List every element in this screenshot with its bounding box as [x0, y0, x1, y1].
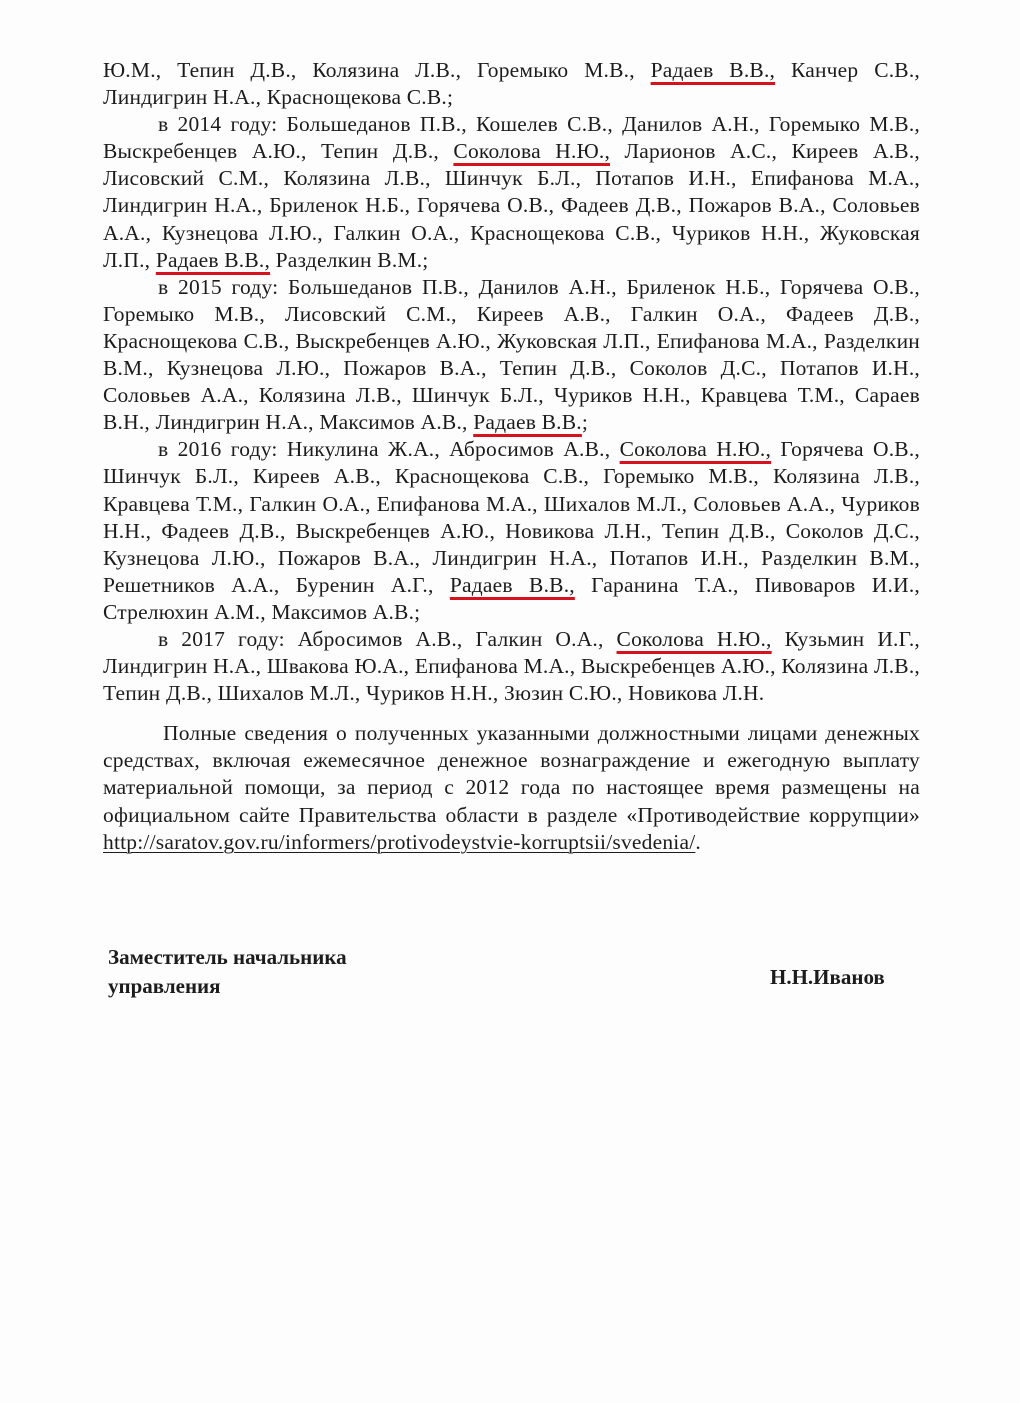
- paragraph-2017: [103, 626, 920, 707]
- intro-text-a: Ю.М., Тепин Д.В., Колязина Л.В., Горемыко М.В.,: [103, 58, 651, 82]
- year-2017-text-b: Кузьмин И.Г., Линдигрин Н.А., Швакова Ю.А., Епифанова М.А., Выскребенцев А.Ю., Колязина Л.В., Тепин Д.В., Шихалов М.Л., Чуриков Н.Н., Зюзин С.Ю., Новикова Л.Н.: [103, 626, 920, 706]
- paragraph-2016: [103, 436, 920, 626]
- intro-text-b: Канчер С.В., Линдигрин Н.А., Краснощекова С.В.;: [103, 58, 920, 110]
- paragraph-2015: [103, 274, 920, 437]
- red-underlined-name: Радаев В.В.,: [449, 572, 575, 597]
- year-2017-text-a: в 2017 году: Абросимов А.В., Галкин О.А.,: [158, 626, 617, 651]
- year-2014-text-b: Ларионов А.С., Киреев А.В., Лисовский С.М., Колязина Л.В., Шинчук Б.Л., Потапов И.Н., Епифанова М.А., Линдигрин Н.А., Бриленок Н.Б., Горячева О.В., Фадеев Д.В., Пожаров В.А., Соловьев А.А., Кузнецова Л.Ю., Галкин О.А., Краснощекова С.В., Чуриков Н.Н., Жуковская Л.П.,: [103, 139, 920, 272]
- red-underlined-name: Радаев В.В.: [473, 410, 582, 435]
- full-info-end: .: [695, 829, 701, 854]
- year-2015-text-b: ;: [581, 410, 589, 435]
- full-info-text: Полные сведения о полученных указанными должностными лицами денежных средствах, включая ежемесячное денежное вознаграждение и ежегодную выплату материальной помощи, за период с 2012 года по настоящее время размещены на официальном сайте Правительства области в разделе «Противодействие коррупции»: [103, 721, 920, 827]
- svedenia-link[interactable]: http://saratov.gov.ru/informers/protivodeystvie-korruptsii/svedenia/: [103, 829, 696, 854]
- red-underlined-name: Радаев В.В.,: [650, 58, 776, 82]
- signature-name: Н.Н.Иванов: [770, 965, 885, 989]
- paragraph-intro: [103, 57, 920, 111]
- red-underlined-name: Соколова Н.Ю.,: [453, 139, 611, 164]
- signature-title: [108, 943, 347, 1001]
- year-2016-text-b: Горячева О.В., Шинчук Б.Л., Киреев А.В., Краснощекова С.В., Горемыко М.В., Колязина Л.В., Кравцева Т.М., Галкин О.А., Епифанова М.А., Шихалов М.Л., Соловьев А.А., Чуриков Н.Н., Фадеев Д.В., Выскребенцев А.Ю., Новикова Л.Н., Тепин Д.В., Соколов Д.С., Кузнецова Л.Ю., Пожаров В.А., Линдигрин Н.А., Потапов И.Н., Разделкин В.М., Решетников А.А., Буренин А.Г.,: [103, 437, 920, 597]
- year-2016-text-c: Гаранина Т.А., Пивоваров И.И., Стрелюхин А.М., Максимов А.В.;: [103, 572, 920, 624]
- year-2015-text-a: в 2015 году: Большеданов П.В., Данилов А.Н., Бриленок Н.Б., Горячева О.В., Горемыко М.В., Лисовский С.М., Киреев А.В., Галкин О.А., Фадеев Д.В., Краснощекова С.В., Выскребенцев А.Ю., Жуковская Л.П., Епифанова М.А., Разделкин В.М., Кузнецова Л.Ю., Пожаров В.А., Тепин Д.В., Соколов Д.С., Потапов И.Н., Соловьев А.А., Колязина Л.В., Шинчук Б.Л., Чуриков Н.Н., Кравцева Т.М., Сараев В.Н., Линдигрин Н.А., Максимов А.В.,: [103, 274, 920, 435]
- document-body: [103, 57, 920, 856]
- red-underlined-name: Радаев В.В.,: [155, 247, 271, 272]
- year-2014-text-a: в 2014 году: Большеданов П.В., Кошелев С.В., Данилов А.Н., Горемыко М.В., Выскребенцев А.Ю., Тепин Д.В.,: [103, 112, 920, 164]
- paragraph-full-info: [103, 720, 920, 855]
- paragraph-2014: [103, 111, 920, 274]
- signature-title-line-1: Заместитель начальника: [108, 945, 347, 969]
- year-2016-text-a: в 2016 году: Никулина Ж.А., Абросимов А.В.,: [158, 437, 620, 462]
- red-underlined-name: Соколова Н.Ю.,: [619, 437, 772, 462]
- year-2014-text-c: Разделкин В.М.;: [270, 247, 429, 272]
- signature-title-line-2: управления: [108, 974, 221, 998]
- red-underlined-name: Соколова Н.Ю.,: [616, 626, 772, 651]
